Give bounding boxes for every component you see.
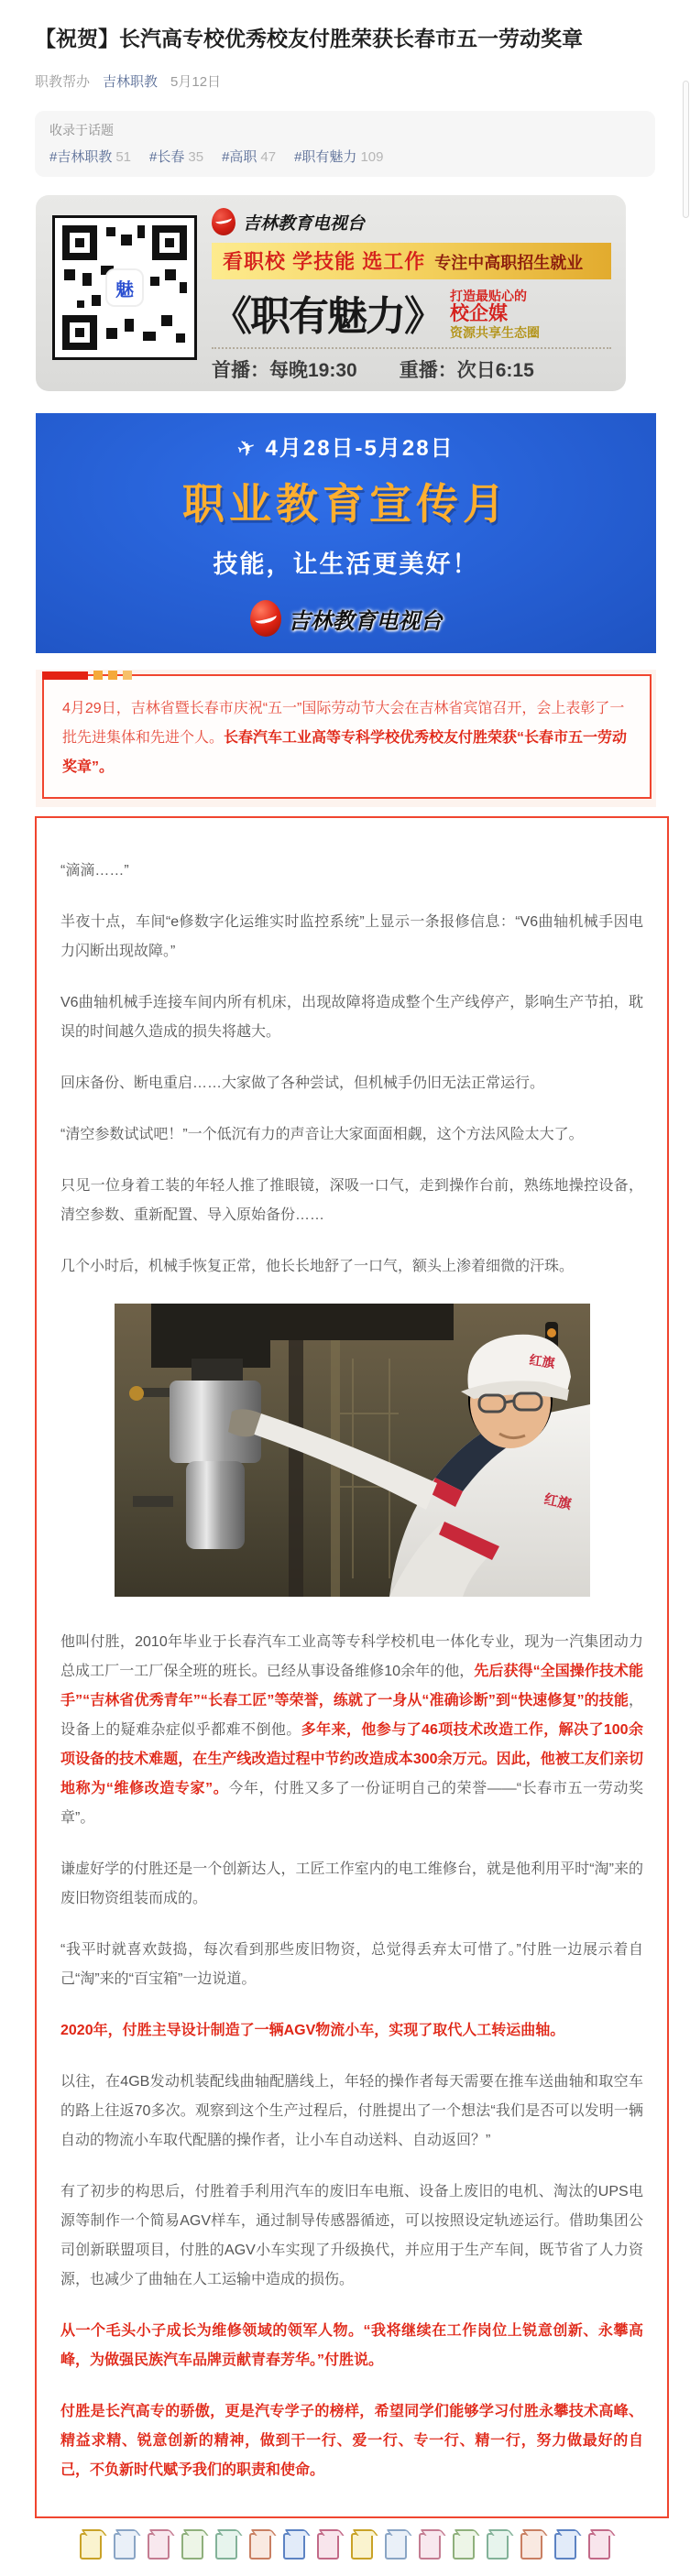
article-paragraph: V6曲轴机械手连接车间内所有机床，出现故障将造成整个生产线停产，影响生产节拍，耽误的时间越久造成的损失将越大。 [60, 995, 643, 1040]
campaign-station-name: 吉林教育电视台 [288, 606, 443, 634]
emoji-box-placeholder [114, 2533, 136, 2560]
svg-text:红旗: 红旗 [528, 1352, 556, 1370]
decor-square [108, 671, 117, 680]
show-title: 《职有魅力》 [212, 294, 443, 339]
station-name: 吉林教育电视台 [243, 213, 366, 234]
article-paragraph: 只见一位身着工装的年轻人推了推眼镜，深吸一口气，走到操作台前，熟练地操控设备，清空参数、重新配置、导入原始备份…… [60, 1178, 643, 1223]
byline-author: 职教帮办 [35, 74, 91, 90]
paper-plane-icon: ✈ [234, 433, 262, 464]
station-logo-row [212, 208, 611, 235]
article-paragraph [60, 1628, 643, 1833]
topic-tag-list [49, 147, 641, 166]
text-run: ，设备上的疑难杂症似乎都难不倒他。 [60, 1693, 643, 1738]
emoji-box-placeholder [554, 2533, 576, 2560]
text-run-bold: 长春汽车工业高等专科学校优秀校友付胜荣获“长春市五一劳动奖章”。 [62, 730, 628, 775]
claim-line-2: 校企媒 [450, 302, 508, 324]
topic-tag-gaozhi[interactable] [222, 147, 276, 166]
topic-tag-changchun[interactable] [149, 147, 203, 166]
article-paragraph: 谦虚好学的付胜还是一个创新达人，工匠工作室内的电工维修台，就是他利用平时“淘”来的废旧物资组装而成的。 [60, 1861, 643, 1906]
tagline-sub: 专注中高职招生就业 [434, 254, 584, 272]
emoji-box-placeholder [520, 2533, 542, 2560]
tag-count: 109 [360, 149, 384, 165]
decor-red-bar [42, 671, 88, 680]
tag-label: #吉林职教 [49, 149, 113, 165]
claim-line-1: 打造最贴心的 [450, 288, 527, 303]
topic-tag-zhiyoumeili[interactable] [294, 147, 383, 166]
tag-label: #长春 [149, 149, 185, 165]
text-run: 他叫付胜，2010年毕业于长春汽车工业高等专科学校机电一体化专业，现为一汽集团动力总成工厂一工厂保全班的班长。已经从事设备维修10余年的他， [60, 1634, 643, 1679]
tag-count: 35 [188, 149, 204, 165]
tag-count: 47 [260, 149, 277, 165]
station-egg-logo-icon [250, 600, 281, 637]
decor-square [123, 671, 132, 680]
promo-banner-image[interactable] [36, 195, 626, 391]
article-paragraph: 半夜十点，车间“e修数字化运维实时监控系统”上显示一条报修信息：“V6曲轴机械手因电力闪断出现故障。” [60, 914, 643, 959]
banner-tagline-strip [212, 243, 611, 279]
emoji-box-placeholder [148, 2533, 170, 2560]
article-paragraph: “滴滴……” [60, 863, 129, 879]
byline-account-link[interactable]: 吉林职教 [103, 74, 159, 90]
broadcast-schedule [212, 355, 611, 383]
campaign-date-range [234, 430, 455, 464]
text-run-bold: 先后获得“全国操作技术能手”“吉林省优秀青年”“长春工匠”等荣誉，练就了一身从“准确诊断”到“快速修复”的技能 [60, 1664, 643, 1708]
byline-date: 5月12日 [170, 74, 222, 90]
article-paragraph: 以往，在4GB发动机装配线曲轴配膳线上，年轻的操作者每天需要在推车送曲轴和取空车的路上往返70多次。观察到这个生产过程后，付胜提出了一个想法“我们是否可以发明一辆自动的物流小车取代配膳的操作者，让小车自动送料、自动返回？” [60, 2074, 643, 2148]
text-run: 今年，付胜又多了一份证明自己的荣誉——“长春市五一劳动奖章”。 [60, 1781, 643, 1826]
emoji-box-placeholder [283, 2533, 305, 2560]
lead-box [42, 674, 652, 799]
article-paragraph: 几个小时后，机械手恢复正常，他长长地舒了一口气，额头上渗着细微的汗珠。 [60, 1259, 575, 1274]
emoji-box-placeholder [588, 2533, 610, 2560]
scrollbar-thumb[interactable] [683, 81, 689, 218]
worker-photo-illustration [115, 1304, 590, 1597]
byline [35, 71, 655, 91]
campaign-slogan: 技能，让生活更美好！ [213, 551, 479, 578]
text-run: 4月29日，吉林省暨长春市庆祝“五一”国际劳动节大会在吉林省宾馆召开，会上表彰了一批先进集体和先进个人。 [62, 701, 625, 746]
show-claims [450, 285, 540, 340]
emoji-box-placeholder [385, 2533, 407, 2560]
svg-text:红旗: 红旗 [542, 1491, 573, 1513]
emoji-box-placeholder [215, 2533, 237, 2560]
emoji-box-placeholder [80, 2533, 102, 2560]
schedule-first: 首播：每晚19:30 [212, 360, 357, 381]
article-paragraph-highlight: 2020年，付胜主导设计制造了一辆AGV物流小车，实现了取代人工转运曲轴。 [60, 2023, 565, 2038]
article-paragraph: 有了初步的构思后，付胜着手利用汽车的废旧车电瓶、设备上废旧的电机、淘汰的UPS电源等制作一个简易AGV样车，通过制导传感器循迹，可以按照设定轨迹运行。借助集团公司创新联盟项目，付胜的AGV小车实现了升级换代，并应用于生产车间，既节省了人力资源，也减少了曲轴在人工运输中造成的损伤。 [60, 2184, 643, 2287]
topic-heading: 收录于话题 [49, 123, 114, 137]
dotted-divider [212, 347, 611, 349]
emoji-box-placeholder [351, 2533, 373, 2560]
emoji-row [0, 2533, 690, 2560]
qr-code [52, 215, 197, 360]
decor-square [93, 671, 103, 680]
tag-label: #高职 [222, 149, 257, 165]
article-paragraph: “清空参数试试吧！”一个低沉有力的声音让大家面面相觑，这个方法风险太大了。 [60, 1127, 584, 1142]
show-title-row [212, 283, 611, 342]
article-paragraph-highlight: 从一个毛头小子成长为维修领域的领军人物。“我将继续在工作岗位上锐意创新、永攀高峰，为做强民族汽车品牌贡献青春芳华。”付胜说。 [60, 2323, 643, 2368]
text-run-bold: 多年来，他参与了46项技术改造工作，解决了100余项设备的技术难题，在生产线改造过程中节约改造成本300余万元。因此，他被工友们亲切地称为“维修改造专家”。 [60, 1722, 643, 1796]
article-paragraph: 回床备份、断电重启……大家做了各种尝试，但机械手仍旧无法正常运行。 [60, 1075, 545, 1091]
claim-line-3: 资源共享生态圈 [450, 325, 540, 341]
emoji-box-placeholder [317, 2533, 339, 2560]
emoji-box-placeholder [181, 2533, 203, 2560]
lead-paragraph [62, 694, 631, 782]
emoji-box-placeholder [249, 2533, 271, 2560]
article-paragraph: “我平时就喜欢鼓捣，每次看到那些废旧物资，总觉得丢弃太可惜了。”付胜一边展示着自己“淘”来的“百宝箱”一边说道。 [60, 1942, 643, 1987]
schedule-repeat: 重播：次日6:15 [399, 360, 534, 381]
qr-center-badge: 魅 [107, 270, 142, 305]
tag-label: #职有魅力 [294, 149, 357, 165]
campaign-date-text: 4月28日-5月28日 [265, 436, 455, 461]
emoji-box-placeholder [487, 2533, 509, 2560]
campaign-banner-image[interactable] [36, 413, 656, 653]
campaign-station-logo-row [250, 600, 443, 637]
promo-banner-right [212, 208, 611, 380]
page-title: 【祝贺】长汽高专校优秀校友付胜荣获长春市五一劳动奖章 [35, 27, 583, 50]
emoji-box-placeholder [419, 2533, 441, 2560]
article-paragraph-highlight: 付胜是长汽高专的骄傲，更是汽专学子的榜样，希望同学们能够学习付胜永攀技术高峰、精益求精、锐意创新的精神，做到干一行、爱一行、专一行、精一行，努力做最好的自己，不负新时代赋予我们的职责和使命。 [60, 2404, 643, 2478]
tagline-main: 看职校 学技能 选工作 [223, 250, 426, 273]
article-body-box [35, 816, 669, 2518]
campaign-title: 职业教育宣传月 [182, 479, 509, 529]
article-photo [115, 1304, 590, 1597]
topic-card [35, 111, 655, 177]
lead-band [36, 670, 656, 807]
emoji-box-placeholder [453, 2533, 475, 2560]
lead-box-decoration [42, 671, 132, 680]
tag-count: 51 [115, 149, 132, 165]
topic-tag-jilin-zhijiao[interactable] [49, 147, 131, 166]
station-logo-icon [212, 208, 235, 235]
